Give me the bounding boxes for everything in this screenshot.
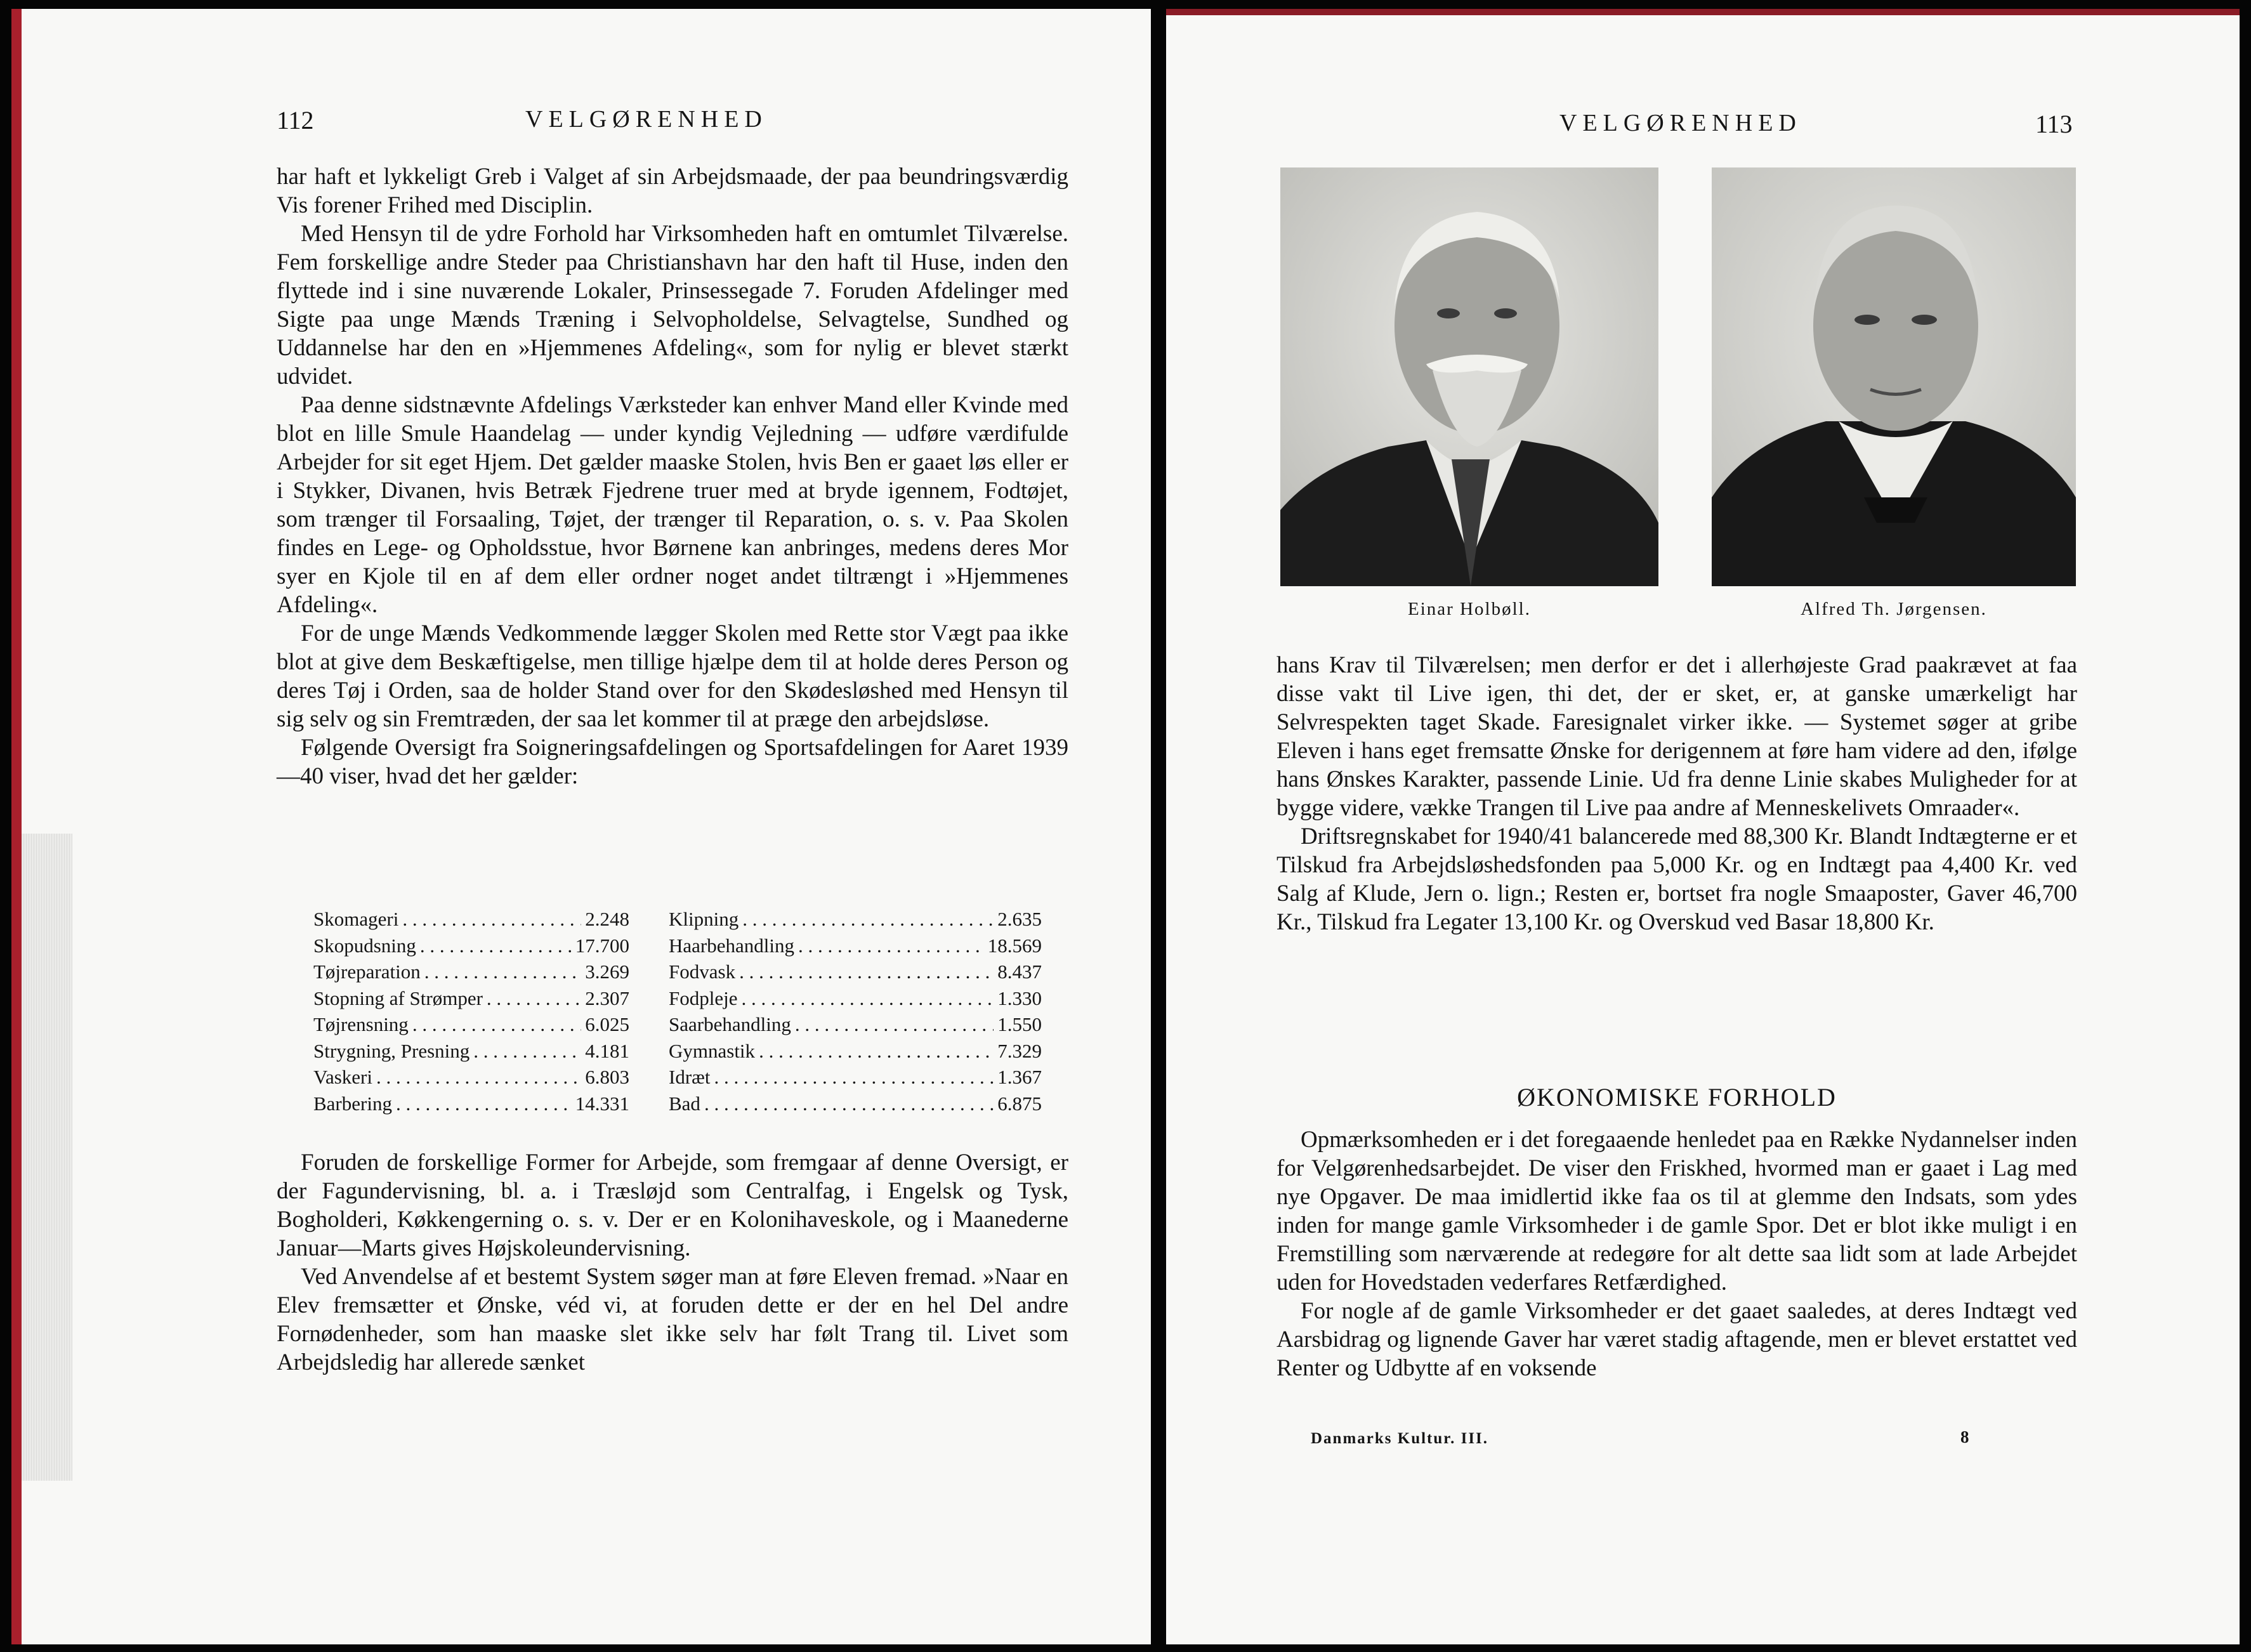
paragraph: For nogle af de gamle Virksomheder er det gaaet saaledes, at deres Indtægt ved Aarsbidrag og lignende Gaver har været stadig aftagende, men er blevet erstattet ved Renter og Udbytte af en voksende (1276, 1298, 2077, 1381)
paragraph: Ved Anvendelse af et bestemt System søger man at føre Eleven fremad. »Naar en Elev fremsætter et Ønske, véd vi, at foruden dette er der en hel Del andre Fornødenheder, som han maaske slet ikke selv har følt Trang til. Livet som Arbejdsledig har allerede sænket (277, 1264, 1068, 1375)
page-stack-edges (22, 834, 72, 1481)
left-page (11, 9, 1151, 1644)
page-number: 112 (277, 106, 314, 134)
body-text-top (1276, 651, 2077, 936)
statistics-table (313, 906, 1042, 1122)
stats-column-left (313, 906, 629, 1117)
stats-row: Stopning af Strømper . . . 2.307 (313, 985, 629, 1012)
section-title: ØKONOMISKE FORHOLD (1517, 1083, 1837, 1111)
paragraph: Paa denne sidstnævnte Afdelings Værksteder kan enhver Mand eller Kvinde med blot en lille Smule Haandelag — under kyndig Vejledning — udføre værdifulde Arbejder for sit eget Hjem. Det gælder maaske Stolen, hvis Ben er gaaet løs eller er i Stykker, Divanen, hvis Betræk Fjedrene truer med at bryde igennem, Fodtøjet, som trænger til Forsaaling, Tøjet, der trænger til Reparation, o. s. v. Paa Skolen findes en Lege- og Opholdsstue, hvor Børnene kan anbringes, medens deres Mor syer en Kjole til en af dem eller ordner noget andet tiltrængt i »Hjemmenes Afdeling«. (277, 392, 1068, 618)
stats-row: Saarbehandling . . . 1.550 (669, 1011, 1042, 1038)
running-head: VELGØRENHED (1559, 110, 1802, 136)
stats-row: Gymnastik . . . 7.329 (669, 1038, 1042, 1065)
paragraph: har haft et lykkeligt Greb i Valget af sin Arbejdsmaade, der paa beundringsværdig Vis forener Frihed med Disciplin. (277, 164, 1068, 218)
stats-row: Tøjrensning . . . 6.025 (313, 1011, 629, 1038)
portrait-image (1280, 167, 1658, 586)
stats-row: Barbering . . . 14.331 (313, 1091, 629, 1117)
stats-row: Tøjreparation . . . 3.269 (313, 959, 629, 985)
stats-row: Fodpleje . . . 1.330 (669, 985, 1042, 1012)
body-text-bottom (277, 1148, 1068, 1377)
page-number: 113 (2035, 110, 2073, 138)
paragraph: For de unge Mænds Vedkommende lægger Skolen med Rette stor Vægt paa ikke blot at give dem Beskæftigelse, men tillige hjælpe dem til at holde deres Person og deres Tøj i Orden, saa de holder Stand over for den Skødesløshed med Hensyn til sig selv og sin Fremtræden, der saa let kommer til at præge den arbejdsløse. (277, 620, 1068, 732)
stats-row: Skomageri . . . 2.248 (313, 906, 629, 933)
binding-edge (11, 9, 22, 1644)
stats-row: Bad . . . 6.875 (669, 1091, 1042, 1117)
body-text-bottom (1276, 1125, 2077, 1382)
portrait-photo-einar-holboll (1280, 167, 1658, 586)
right-page (1166, 9, 2240, 1644)
stats-row: Klipning . . . 2.635 (669, 906, 1042, 933)
running-head: VELGØRENHED (525, 106, 768, 133)
footer-signature: Danmarks Kultur. III. (1311, 1430, 1489, 1447)
page-top-edge (1166, 9, 2240, 15)
portrait-photo-alfred-jorgensen (1712, 167, 2076, 586)
paragraph: Følgende Oversigt fra Soigneringsafdelingen og Sportsafdelingen for Aaret 1939—40 viser, hvad det her gælder: (277, 735, 1068, 789)
signature-mark: 8 (1960, 1427, 1969, 1446)
portrait-caption: Einar Holbøll. (1408, 599, 1531, 619)
paragraph: Driftsregnskabet for 1940/41 balancerede med 88,300 Kr. Blandt Indtægterne er et Tilskud fra Arbejdsløshedsfonden paa 5,000 Kr. og en Indtægt paa 4,400 Kr. ved Salg af Klude, Jern o. lign.; Resten er, bortset fra nogle Smaaposter, Gaver 46,700 Kr., Tilskud fra Legater 13,100 Kr. og Overskud ved Basar 18,800 Kr. (1276, 823, 2077, 935)
paragraph: Foruden de forskellige Former for Arbejde, som fremgaar af denne Oversigt, er der Fagundervisning, bl. a. i Træsløjd som Centralfag, i Engelsk og Tysk, Bogholderi, Køkkengerning o. s. v. Der er en Kolonihaveskole, og i Maanederne Januar—Marts gives Højskoleundervisning. (277, 1150, 1068, 1261)
stats-row: Skopudsning . . . 17.700 (313, 933, 629, 959)
stats-row: Strygning, Presning . . . 4.181 (313, 1038, 629, 1065)
stats-row: Idræt . . . 1.367 (669, 1064, 1042, 1091)
stats-column-right (669, 906, 1042, 1117)
paragraph: Med Hensyn til de ydre Forhold har Virksomheden haft en omtumlet Tilværelse. Fem forskellige andre Steder paa Christianshavn har den haft til Huse, inden den flyttede ind i sine nuværende Lokaler, Prinsessegade 7. Foruden Afdelinger med Sigte paa unge Mænds Træning i Selvopholdelse, Selvagtelse, Sundhed og Uddannelse har den en »Hjemmenes Afdeling«, som for nylig er blevet stærkt udvidet. (277, 221, 1068, 390)
stats-row: Haarbehandling . . . 18.569 (669, 933, 1042, 959)
portrait-image (1712, 167, 2076, 586)
paragraph: hans Krav til Tilværelsen; men derfor er det i allerhøjeste Grad paakrævet at faa disse vakt til Live igen, thi det, der er sket, er, at ganske umærkeligt har Selvrespekten taget Skade. Faresignalet virker ikke. — Systemet søger at gribe Eleven i hans eget fremsatte Ønske for derigennem at føre ham videre ad den, ifølge hans Ønskes Karakter, passende Linie. Ud fra denne Linie skabes Muligheder for at bygge videre, vække Trangen til Live paa andre af Menneskelivets Omraader«. (1276, 652, 2077, 821)
stats-row: Fodvask . . . 8.437 (669, 959, 1042, 985)
paragraph: Opmærksomheden er i det foregaaende henledet paa en Række Nydannelser inden for Velgørenhedsarbejdet. De viser den Friskhed, hvormed man er gaaet i Lag med nye Opgaver. De maa imidlertid ikke faa os til at glemme den Indsats, som ydes inden for mange gamle Virksomheder i de gamle Spor. Det er blot ikke muligt i en Fremstilling som nærværende at redegøre for alt dette saa lidt som at lade Arbejdet uden for Hovedstaden vederfares Retfærdighed. (1276, 1127, 2077, 1295)
body-text-top (277, 162, 1068, 790)
stats-row: Vaskeri . . . 6.803 (313, 1064, 629, 1091)
portrait-caption: Alfred Th. Jørgensen. (1801, 599, 1987, 619)
